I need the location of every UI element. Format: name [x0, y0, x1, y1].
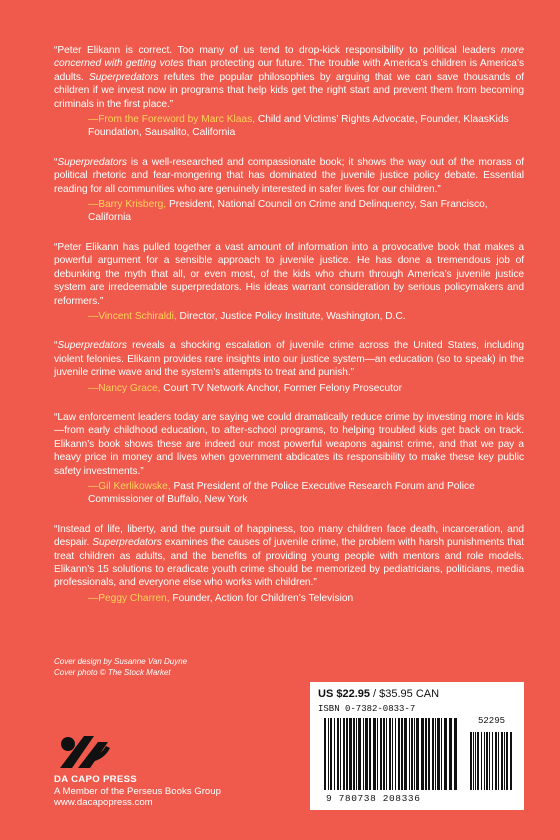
- attribution-name: —Gil Kerlikowske,: [88, 480, 171, 492]
- barcode-bar: [324, 718, 326, 790]
- quote-attribution: [88, 592, 524, 605]
- barcode-bar: [477, 732, 479, 790]
- quote-text: “Peter Elikann is correct. Too many of us tend to drop-kick responsibility to political leaders more concerned with getting votes than protecting our future. The trouble with America’s children is America’s adults. Superpredators refutes the popular philosophies by arguing that we can save thousands of children if we invest now in programs that help kids get the right start and prevent them from becoming criminals in the first place.”: [54, 45, 524, 110]
- quote-text: “Law enforcement leaders today are saying we could dramatically reduce crime by investing more in kids—from early childhood education, to after-school programs, to helping troubled kids get back on track. Elikann’s book shows these are indeed our most powerful weapons against crime, and that we pay a heavy price in money and lives when government abdicates its responsibility to make these key public safety investments.”: [54, 411, 524, 477]
- barcode-bar: [454, 718, 457, 790]
- barcode-bar: [411, 718, 413, 790]
- publisher-name: DA CAPO PRESS: [54, 774, 137, 785]
- barcode-bar: [473, 732, 474, 790]
- barcode-bar: [337, 718, 339, 790]
- cover-photo-credit: Cover photo © The Stock Market: [54, 668, 171, 677]
- barcode-bar: [330, 718, 332, 790]
- barcode-bar: [346, 718, 348, 790]
- barcode-bar: [428, 718, 430, 790]
- barcode-bar: [475, 732, 476, 790]
- barcode-bar: [334, 718, 335, 790]
- attribution-affiliation: Court TV Network Anchor, Former Felony Prosecutor: [160, 382, 403, 394]
- attribution-affiliation: Child and Victims’ Rights Advocate, Founder, KlaasKids Foundation, Sausalito, California: [88, 114, 509, 139]
- attribution-name: —Peggy Charren,: [88, 592, 170, 604]
- barcode-bar: [510, 732, 512, 790]
- barcode-bar: [481, 732, 482, 790]
- attribution-name: —Barry Krisberg,: [88, 199, 167, 211]
- barcode-bar: [369, 718, 371, 790]
- barcode-bar: [425, 718, 427, 790]
- barcode-bar: [492, 732, 493, 790]
- barcode-bar: [449, 718, 452, 790]
- barcode-box: [310, 682, 524, 810]
- barcode-bar: [504, 732, 505, 790]
- isbn-text: ISBN 0-7382-0833-7: [318, 704, 416, 714]
- barcode-bar: [437, 718, 440, 790]
- barcode-bar: [441, 718, 442, 790]
- da-capo-logo-icon: [54, 728, 114, 772]
- endorsement-quote: [54, 44, 524, 140]
- cover-credits: [54, 656, 187, 678]
- barcode-bar: [343, 718, 345, 790]
- barcode-bar: [328, 718, 329, 790]
- quote-attribution: [88, 113, 524, 140]
- barcode-bar: [421, 718, 424, 790]
- barcode-bar: [349, 718, 352, 790]
- quote-attribution: [88, 198, 524, 225]
- barcode-bar: [501, 732, 503, 790]
- barcode-bar: [340, 718, 341, 790]
- barcode-bar: [409, 718, 410, 790]
- barcode-bar: [395, 718, 396, 790]
- barcode-bar: [432, 718, 434, 790]
- quote-text: “Instead of life, liberty, and the pursuit of happiness, too many children face death, incarceration, and despair. Superpredators examines the causes of juvenile crime, the problem with harsh punishments that treat children as adults, and the benefits of providing young people with mentors and role models. Elikann’s 15 solutions to eradicate youth crime should be memorized by pediatricians, politicians, media professionals, and everyone else who works with children.”: [54, 523, 524, 589]
- publisher-info: [54, 774, 221, 809]
- endorsement-quote: [54, 156, 524, 225]
- barcode-bar: [383, 718, 385, 790]
- barcode-bar: [416, 718, 419, 790]
- publisher-url: www.dacapopress.com: [54, 797, 153, 809]
- barcode-number: 9 780738 208336: [326, 793, 421, 804]
- barcode-bar: [495, 732, 497, 790]
- barcode-bar: [358, 718, 361, 790]
- attribution-affiliation: Founder, Action for Children’s Television: [169, 592, 354, 604]
- barcode-bar: [444, 718, 447, 790]
- barcode-bar: [470, 732, 472, 790]
- attribution-affiliation: Director, Justice Policy Institute, Washington, D.C.: [176, 310, 406, 322]
- barcode-bar: [486, 732, 488, 790]
- quote-text: “Superpredators reveals a shocking escalation of juvenile crime across the United States, including violent felonies. Elikann provides rare insights into our justice system—an education (so to speak) in the juvenile crime wave and the system’s attempts to treat and punish.”: [54, 340, 524, 379]
- quote-text: “Superpredators is a well-researched and compassionate book; it shows the way out of the morass of political rhetoric and fear-mongering that has dominated the juvenile justice policy debate. Essential reading for all communities who are genuinely interested in safer lives for our children.”: [54, 156, 524, 195]
- price-label: US $22.95 / $35.95 CAN: [318, 688, 440, 700]
- attribution-name: —From the Foreword by Marc Klaas,: [88, 114, 256, 126]
- barcode-bar: [401, 718, 403, 790]
- barcode-bar: [498, 732, 499, 790]
- endorsement-quote: [54, 241, 524, 323]
- endorsement-quote: [54, 523, 524, 605]
- barcode-bar: [377, 718, 378, 790]
- barcode-bar: [484, 732, 485, 790]
- barcode-bar: [404, 718, 407, 790]
- quote-attribution: [88, 382, 524, 395]
- cover-design-credit: Cover design by Susanne Van Duyne: [54, 657, 188, 666]
- barcode-bar: [373, 718, 376, 790]
- attribution-name: —Nancy Grace,: [88, 382, 161, 394]
- endorsement-quote: [54, 339, 524, 395]
- barcode-bar: [414, 718, 415, 790]
- barcode-bar: [353, 718, 355, 790]
- barcode-bar: [380, 718, 382, 790]
- addon-code: 52295: [478, 716, 506, 726]
- barcode-bar: [356, 718, 357, 790]
- barcode-icon: [324, 718, 514, 792]
- publisher-member: A Member of the Perseus Books Group: [54, 785, 221, 797]
- endorsement-quote: [54, 411, 524, 507]
- barcode-bar: [398, 718, 400, 790]
- quote-attribution: [88, 480, 524, 507]
- attribution-affiliation: President, National Council on Crime and Delinquency, San Francisco, California: [88, 199, 488, 224]
- barcode-bar: [392, 718, 393, 790]
- attribution-name: —Vincent Schiraldi,: [88, 310, 177, 322]
- quote-attribution: [88, 310, 524, 323]
- quote-text: “Peter Elikann has pulled together a vast amount of information into a provocative book that makes a powerful argument for a sensible approach to juvenile justice. He has done a tremendous job of debunking the myth that all, or even most, of the kids who churn through America’s juvenile justice system are irredeemable superpredators. His ideas warrant consideration by serious policymakers and reformers.”: [54, 241, 524, 307]
- barcode-bar: [506, 732, 508, 790]
- attribution-affiliation: Past President of the Police Executive Research Forum and Police Commissioner of Buffalo, New York: [88, 480, 475, 506]
- barcode-bar: [386, 718, 387, 790]
- barcode-bar: [389, 718, 391, 790]
- barcode-bar: [435, 718, 436, 790]
- barcode-bar: [489, 732, 490, 790]
- barcode-bar: [365, 718, 368, 790]
- barcode-bar: [363, 718, 364, 790]
- endorsements: [54, 44, 524, 621]
